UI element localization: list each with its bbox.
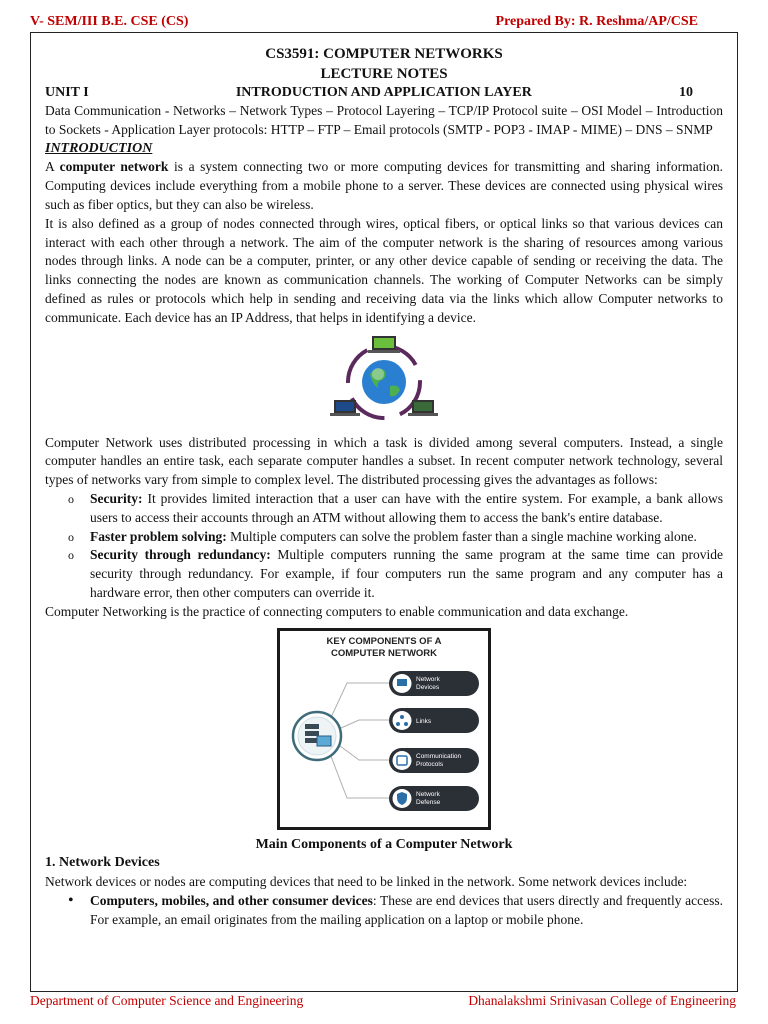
unit-name: INTRODUCTION AND APPLICATION LAYER: [235, 85, 532, 100]
paragraph-1: A computer network is a system connecting two or more computing devices for transmitting and sharing information. Computing devices include everything from a mobile phone to a server. These devices are connected using physical wires such as fiber optics, but they can also be wireless.: [45, 159, 724, 212]
syllabus-text: Data Communication - Networks – Network Types – Protocol Layering – TCP/IP Protocol suite – OSI Model – Introduction to Sockets - Application Layer protocols: HTTP – FTP – Email protocols (SMTP - POP3 - IMAP - MIME) – DNS – SNMP: [45, 103, 723, 137]
list-item: • Computers, mobiles, and other consumer devices: These are end devices that users directly and frequently access. For example, an email originates from the mailing application on a laptop or mobile phone.: [90, 892, 723, 930]
list-item: o Faster problem solving: Multiple computers can solve the problem faster than a single machine working alone.: [90, 528, 723, 547]
svg-text:Network: Network: [416, 790, 440, 798]
svg-text:Devices: Devices: [416, 683, 440, 691]
figure-title-line1: KEY COMPONENTS OF A: [326, 635, 442, 647]
header-course-info: V- SEM/III B.E. CSE (CS): [30, 14, 189, 29]
globe-network-illustration: [324, 334, 444, 426]
list-item: o Security: It provides limited interaction that a user can have with the entire system. For example, a bank allows users to access their accounts through an ATM without allowing them to access the bank's entire database.: [90, 490, 723, 528]
paragraph-2: It is also defined as a group of nodes connected through wires, optical fibers, or optical links so that various devices can interact with each other through a network. The aim of the computer network is the sharing of resources among various nodes through links. A node can be a computer, printer, or any other device capable of sending or receiving the data. The links connecting the nodes are known as communication channels. The working of Computer Networks can be simply defined as rules or protocols which help in sending and receiving data via the links which allow Computer networks to communicate. Each device has an IP Address, that helps in identifying a device.: [45, 215, 723, 325]
svg-text:Communication: Communication: [416, 752, 462, 760]
paragraph-4: Computer Networking is the practice of connecting computers to enable communication and data exchange.: [45, 603, 629, 619]
svg-text:Defense: Defense: [416, 798, 441, 806]
paragraph-3: Computer Network uses distributed processing in which a task is divided among several computers. Instead, a single computer handles an entire task, each separate computer handles a subset. In recent computer network technology, several types of networks vary from simple to complex level. The distributed processing gives the advantages as follows:: [45, 434, 723, 488]
unit-row: [45, 84, 723, 102]
pill-network-devices: [389, 671, 479, 696]
network-devices-list: [45, 892, 723, 930]
section-heading-network-devices: 1. Network Devices: [45, 855, 160, 871]
course-title: CS3591: COMPUTER NETWORKS: [265, 46, 503, 62]
laptop-icon-left: [330, 400, 360, 416]
unit-hours: 10: [678, 85, 693, 100]
key-components-figure: [277, 628, 491, 830]
figure-title-line2: COMPUTER NETWORK: [330, 647, 438, 659]
intro-heading: INTRODUCTION: [45, 140, 153, 156]
advantages-list: [45, 490, 723, 603]
list-item: o Security through redundancy: Multiple computers running the same program at the same time can provide security through redundancy. For example, if four computers run the same program and any computer has a hardware error, then other computers can override it.: [90, 546, 723, 602]
pill-communication-protocols: [389, 748, 479, 773]
footer-department: Department of Computer Science and Engineering: [30, 993, 304, 1008]
pill-network-defense: [389, 786, 479, 811]
figure-caption: Main Components of a Computer Network: [255, 836, 513, 852]
laptop-icon-top: [368, 336, 400, 353]
laptop-icon: [397, 679, 407, 686]
header-author: Prepared By: R. Reshma/AP/CSE: [495, 14, 698, 29]
term-computer-network: computer network: [59, 159, 169, 175]
svg-text:Network: Network: [416, 675, 440, 683]
svg-text:Protocols: Protocols: [416, 760, 444, 768]
lecture-notes-title: LECTURE NOTES: [320, 66, 448, 82]
laptop-icon-right: [408, 400, 438, 416]
pill-links: [389, 708, 479, 733]
unit-label: UNIT I: [45, 85, 89, 100]
lecture-content: [45, 44, 723, 930]
footer-college: Dhanalakshmi Srinivasan College of Engineering: [468, 993, 736, 1008]
svg-text:Links: Links: [416, 717, 432, 725]
section-1-text: Network devices or nodes are computing devices that need to be linked in the network. Some network devices include:: [45, 874, 688, 890]
